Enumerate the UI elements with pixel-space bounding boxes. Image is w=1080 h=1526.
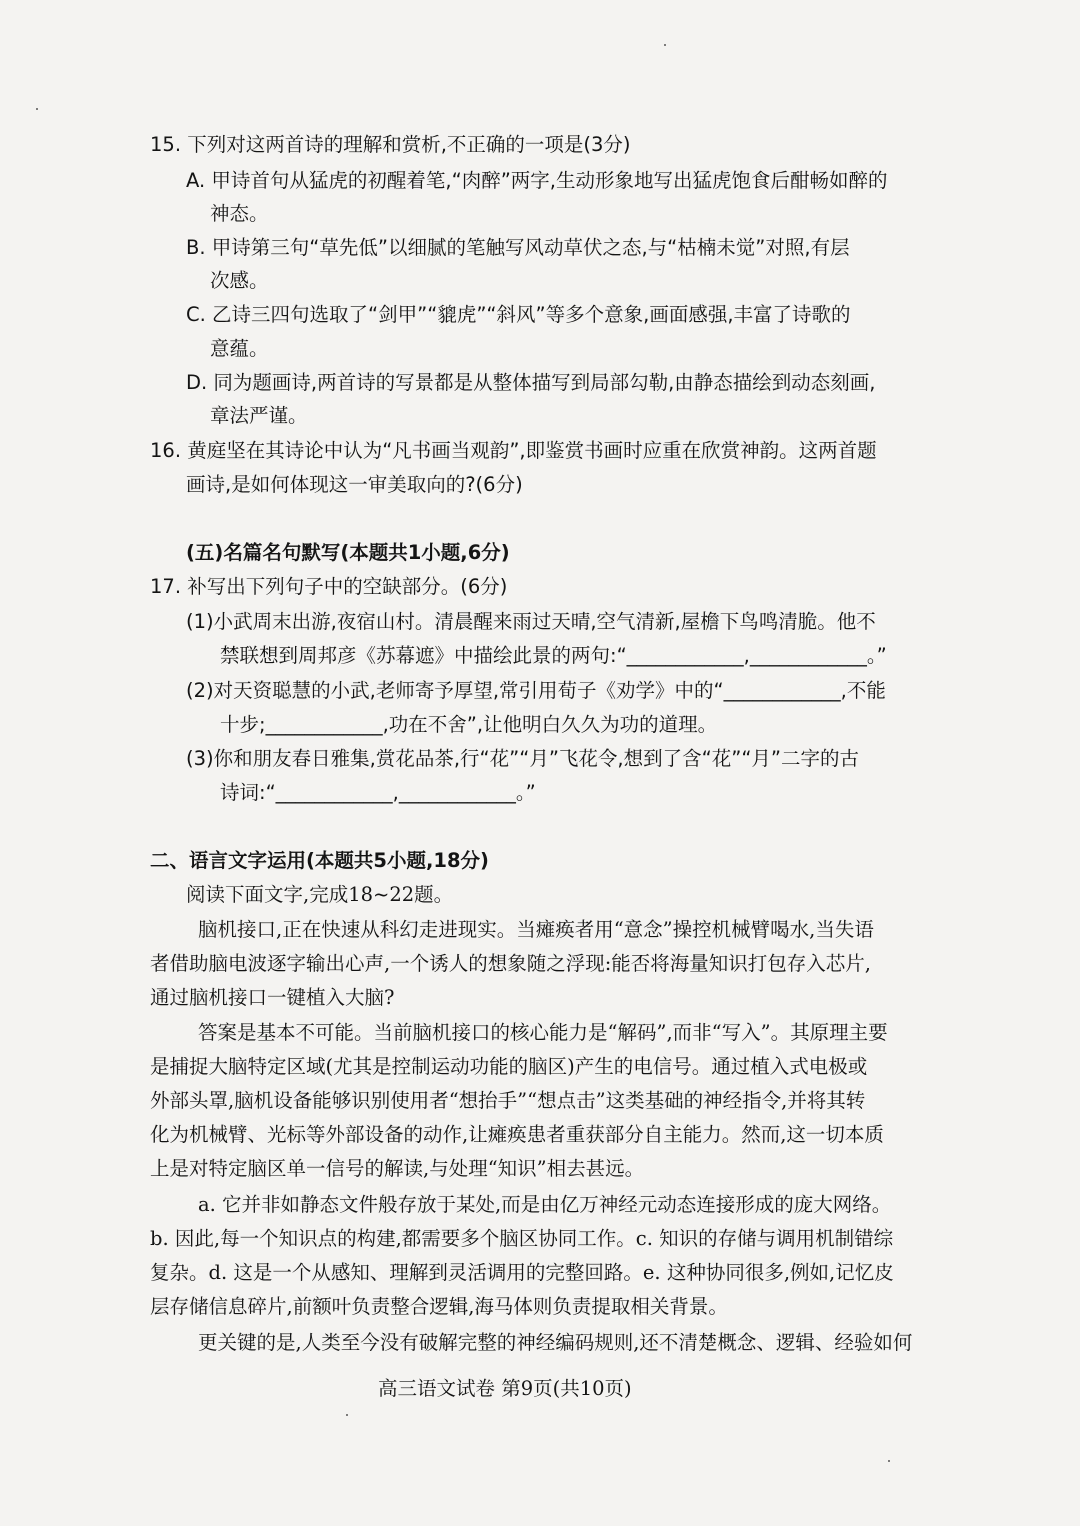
q17-item1-line2: 禁联想到周邦彦《苏幕遮》中描绘此景的两句:“____________,____________。” (220, 644, 887, 667)
q16-line2: 画诗,是如何体现这一审美取向的?(6分) (186, 473, 523, 496)
q17-item1-line1: (1)小武周末出游,夜宿山村。清晨醒来雨过天晴,空气清新,屋檐下鸟鸣清脆。他不 (186, 610, 876, 633)
q15-option-b-line1: B. 甲诗第三句“草先低”以细腻的笔触写风动草伏之态,与“枯楠未觉”对照,有层 (186, 236, 850, 259)
section5-heading: (五)名篇名句默写(本题共1小题,6分) (186, 541, 510, 564)
passage-line: 上是对特定脑区单一信号的解读,与处理“知识”相去甚远。 (150, 1157, 645, 1180)
passage-line: 化为机械臂、光标等外部设备的动作,让瘫痪患者重获部分自主能力。然而,这一切本质 (150, 1123, 884, 1146)
q17-item2-line2: 十步;____________,功在不舍”,让他明白久久为功的道理。 (220, 713, 718, 736)
q15-option-d-line2: 章法严谨。 (210, 404, 308, 427)
q15-option-c-line1: C. 乙诗三四句选取了“剑甲”“貔虎”“斜风”等多个意象,画面感强,丰富了诗歌的 (186, 303, 851, 326)
q15-option-a-line1: A. 甲诗首句从猛虎的初醒着笔,“肉醉”两字,生动形象地写出猛虎饱食后酣畅如醉的 (186, 169, 888, 192)
q15-option-d-line1: D. 同为题画诗,两首诗的写景都是从整体描写到局部勾勒,由静态描绘到动态刻画, (186, 371, 876, 394)
passage-line: 脑机接口,正在快速从科幻走进现实。当瘫痪者用“意念”操控机械臂喝水,当失语 (198, 918, 874, 941)
scan-speck (664, 44, 666, 46)
passage-line: b. 因此,每一个知识点的构建,都需要多个脑区协同工作。c. 知识的存储与调用机制错综 (150, 1227, 894, 1250)
passage-line: 是捕捉大脑特定区域(尤其是控制运动功能的脑区)产生的电信号。通过植入式电极或 (150, 1055, 868, 1078)
scan-speck (346, 1414, 348, 1416)
passage-line: 者借助脑电波逐字输出心声,一个诱人的想象随之浮现:能否将海量知识打包存入芯片, (150, 952, 871, 975)
q16-line1: 16. 黄庭坚在其诗论中认为“凡书画当观韵”,即鉴赏书画时应重在欣赏神韵。这两首题 (150, 439, 877, 462)
page-footer: 高三语文试卷 第9页(共10页) (378, 1377, 632, 1400)
q17-item3-line1: (3)你和朋友春日雅集,赏花品茶,行“花”“月”飞花令,想到了含“花”“月”二字的古 (186, 747, 860, 770)
part2-intro: 阅读下面文字,完成18~22题。 (186, 883, 454, 906)
q17-item3-line2: 诗词:“____________,____________。” (220, 781, 536, 804)
scan-speck (36, 108, 38, 110)
passage-line: a. 它并非如静态文件般存放于某处,而是由亿万神经元动态连接形成的庞大网络。 (198, 1193, 892, 1216)
q15-option-c-line2: 意蕴。 (210, 337, 269, 360)
passage-line: 层存储信息碎片,前额叶负责整合逻辑,海马体则负责提取相关背景。 (150, 1295, 728, 1318)
q15-option-b-line2: 次感。 (210, 269, 269, 292)
passage-line: 复杂。d. 这是一个从感知、理解到灵活调用的完整回路。e. 这种协同很多,例如,记忆皮 (150, 1261, 894, 1284)
passage-line: 更关键的是,人类至今没有破解完整的神经编码规则,还不清楚概念、逻辑、经验如何 (198, 1331, 913, 1354)
q17-item2-line1: (2)对天资聪慧的小武,老师寄予厚望,常引用荀子《劝学》中的“____________,不能 (186, 679, 886, 702)
q17-stem: 17. 补写出下列句子中的空缺部分。(6分) (150, 575, 508, 598)
q15-option-a-line2: 神态。 (210, 202, 269, 225)
passage-line: 外部头罩,脑机设备能够识别使用者“想抬手”“想点击”这类基础的神经指令,并将其转 (150, 1089, 866, 1112)
scan-speck (888, 1460, 890, 1462)
part2-heading: 二、语言文字运用(本题共5小题,18分) (150, 849, 489, 872)
passage-line: 通过脑机接口一键植入大脑? (150, 986, 395, 1009)
q15-stem: 15. 下列对这两首诗的理解和赏析,不正确的一项是(3分) (150, 133, 631, 156)
passage-line: 答案是基本不可能。当前脑机接口的核心能力是“解码”,而非“写入”。其原理主要 (198, 1021, 888, 1044)
